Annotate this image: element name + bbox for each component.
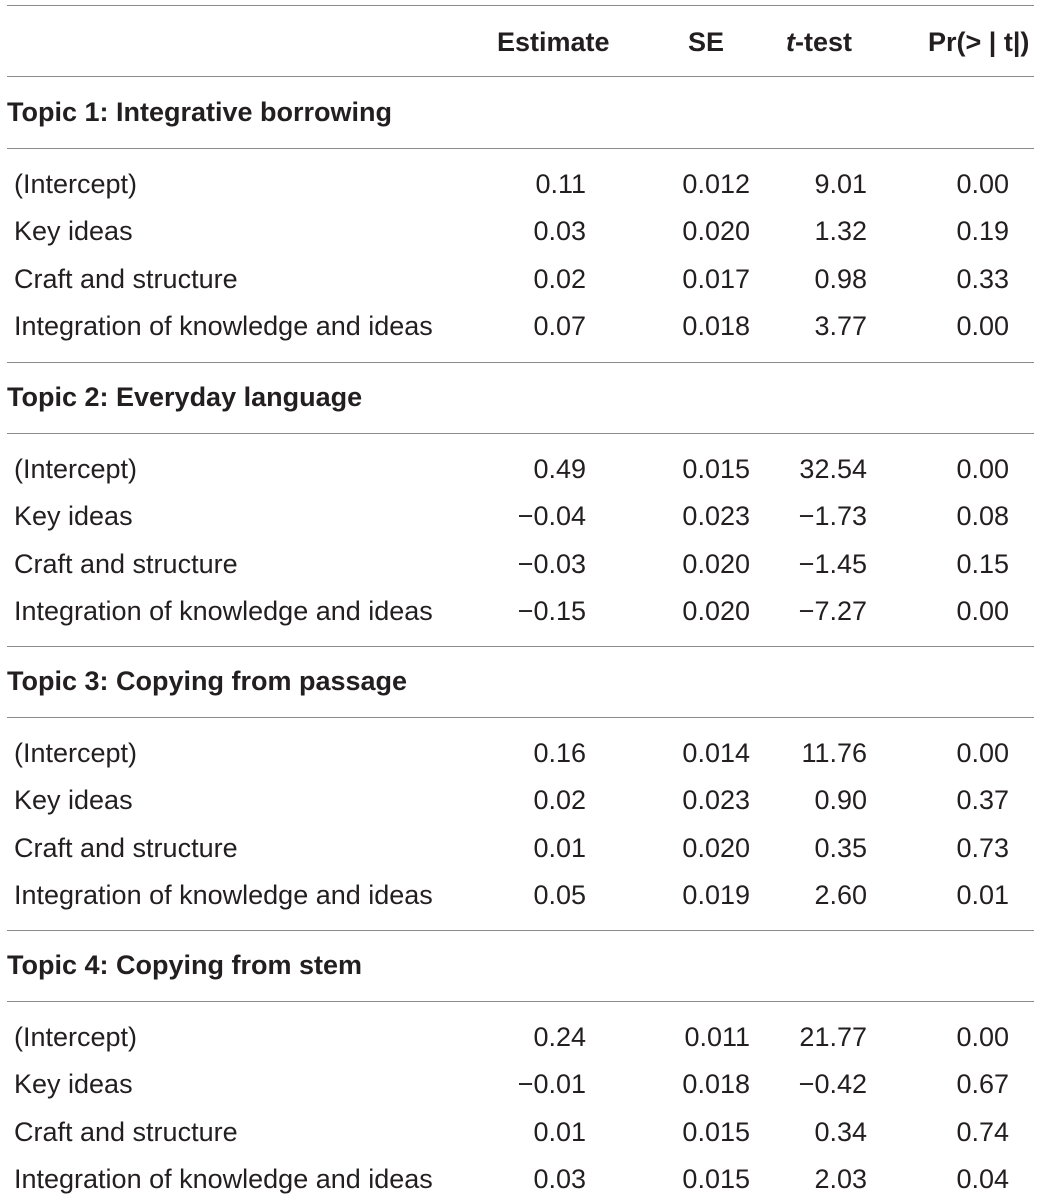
cell-t: 32.54 [799,454,867,484]
cell-estimate: 0.11 [535,169,586,199]
cell-estimate: −0.15 [517,595,586,626]
cell-t: −1.45 [798,548,867,579]
row-label: (Intercept) [14,454,138,484]
cell-se: 0.014 [682,738,750,768]
header-ttest-italic: t [786,27,795,57]
cell-se: 0.012 [682,169,750,199]
cell-estimate: 0.16 [533,738,586,768]
cell-p: 0.15 [956,548,1009,579]
section-rule [7,1001,1034,1002]
cell-t: 9.01 [814,169,867,199]
cell-estimate: −0.01 [517,1069,586,1100]
section-rule [7,433,1034,434]
cell-p: 0.00 [956,1022,1009,1052]
cell-se: 0.023 [682,501,750,532]
cell-p: 0.73 [956,832,1009,863]
section-title: Topic 4: Copying from stem [7,950,363,980]
cell-t: −1.73 [798,501,867,532]
row-label: Craft and structure [14,548,238,579]
cell-t: 11.76 [801,738,867,768]
row-label: Key ideas [14,216,133,247]
row-label: (Intercept) [14,1022,138,1052]
section-separator [7,930,1034,931]
section-title: Topic 3: Copying from passage [7,666,408,696]
cell-estimate: 0.01 [533,832,586,863]
cell-se: 0.020 [682,216,750,247]
section-separator [7,362,1034,363]
row-label: Key ideas [14,785,133,816]
cell-se: 0.023 [682,785,750,816]
cell-p: 0.08 [956,501,1009,532]
cell-t: 2.03 [814,1163,867,1194]
cell-se: 0.017 [682,263,750,294]
row-label: Integration of knowledge and ideas [14,1163,433,1194]
row-label: Craft and structure [14,1116,238,1147]
cell-t: 2.60 [814,879,867,910]
section-separator [7,646,1034,647]
cell-estimate: 0.02 [533,785,586,816]
row-label: Craft and structure [14,832,238,863]
section-title: Topic 2: Everyday language [7,382,363,412]
cell-t: 0.34 [814,1116,867,1147]
header-estimate: Estimate [497,27,610,57]
cell-estimate: 0.49 [533,454,586,484]
row-label: Integration of knowledge and ideas [14,879,433,910]
section-rule [7,148,1034,149]
cell-se: 0.015 [682,1163,750,1194]
row-label: (Intercept) [14,738,138,768]
cell-t: −7.27 [798,595,867,626]
cell-p: 0.74 [956,1116,1009,1147]
row-label: Craft and structure [14,263,238,294]
cell-t: 0.98 [814,263,867,294]
cell-p: 0.00 [956,169,1009,199]
cell-p: 0.00 [956,454,1009,484]
cell-t: 21.77 [799,1022,867,1052]
cell-p: 0.00 [956,310,1009,341]
cell-t: 1.32 [814,216,867,247]
cell-estimate: 0.05 [533,879,586,910]
row-label: (Intercept) [14,169,138,199]
cell-se: 0.018 [682,310,750,341]
cell-estimate: −0.03 [517,548,586,579]
cell-se: 0.020 [682,595,750,626]
cell-se: 0.018 [682,1069,750,1100]
header-pvalue: Pr(> | t|) [928,27,1030,57]
cell-se: 0.011 [684,1022,750,1052]
cell-p: 0.67 [956,1069,1009,1100]
cell-p: 0.00 [956,738,1009,768]
cell-se: 0.015 [682,454,750,484]
section-title: Topic 1: Integrative borrowing [7,97,393,127]
cell-t: −0.42 [798,1069,867,1100]
cell-se: 0.019 [682,879,750,910]
cell-p: 0.19 [956,216,1009,247]
cell-se: 0.020 [682,548,750,579]
cell-se: 0.020 [682,832,750,863]
cell-p: 0.04 [956,1163,1009,1194]
cell-t: 0.90 [814,785,867,816]
cell-se: 0.015 [682,1116,750,1147]
cell-p: 0.00 [956,595,1009,626]
cell-estimate: 0.01 [533,1116,586,1147]
cell-t: 0.35 [814,832,867,863]
header-ttest [786,27,852,57]
header-rule [7,76,1034,77]
row-label: Key ideas [14,1069,133,1100]
cell-p: 0.37 [956,785,1009,816]
cell-estimate: −0.04 [517,501,586,532]
cell-p: 0.01 [956,879,1009,910]
cell-estimate: 0.07 [533,310,586,341]
top-rule [7,5,1034,6]
cell-estimate: 0.03 [533,1163,586,1194]
section-rule [7,717,1034,718]
cell-p: 0.33 [956,263,1009,294]
cell-t: 3.77 [814,310,867,341]
header-ttest-rest: -test [795,27,853,57]
cell-estimate: 0.24 [533,1022,586,1052]
row-label: Integration of knowledge and ideas [14,310,433,341]
row-label: Key ideas [14,501,133,532]
header-se: SE [688,27,725,57]
cell-estimate: 0.02 [533,263,586,294]
row-label: Integration of knowledge and ideas [14,595,433,626]
cell-estimate: 0.03 [533,216,586,247]
